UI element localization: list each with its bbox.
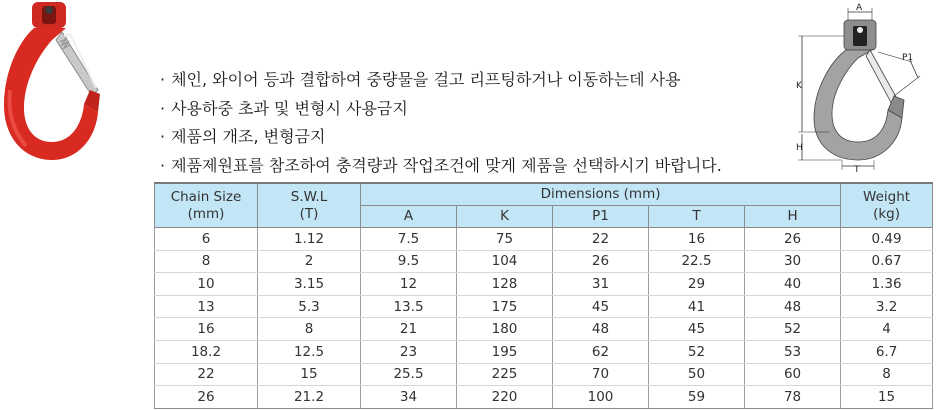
table-cell: 128 <box>457 273 553 296</box>
dim-label-h: H <box>796 143 803 153</box>
spec-table <box>154 182 933 409</box>
table-cell: 1.36 <box>841 273 933 296</box>
table-cell: 40 <box>745 273 841 296</box>
table-cell: 18.2 <box>155 340 258 363</box>
table-cell: 12.5 <box>258 340 361 363</box>
table-cell: 7.5 <box>361 228 457 251</box>
table-cell: 2 <box>258 250 361 273</box>
dim-label-k: K <box>796 81 802 91</box>
table-cell: 75 <box>457 228 553 251</box>
table-cell: 29 <box>649 273 745 296</box>
table-cell: 48 <box>745 295 841 318</box>
header-chain-size: Chain Size (mm) <box>155 183 258 228</box>
table-cell: 52 <box>745 318 841 341</box>
table-cell: 70 <box>553 363 649 386</box>
table-cell: 41 <box>649 295 745 318</box>
table-cell: 15 <box>258 363 361 386</box>
table-cell: 22 <box>155 363 258 386</box>
header-weight: Weight (kg) <box>841 183 933 228</box>
table-cell: 23 <box>361 340 457 363</box>
table-cell: 25.5 <box>361 363 457 386</box>
table-cell: 26 <box>745 228 841 251</box>
header-swl: S.W.L (T) <box>258 183 361 228</box>
table-cell: 8 <box>155 250 258 273</box>
table-cell: 220 <box>457 386 553 409</box>
table-cell: 3.2 <box>841 295 933 318</box>
table-cell: 104 <box>457 250 553 273</box>
note-item: · 제품제원표를 참조하여 충격량과 작업조건에 맞게 제품을 선택하시기 바랍니다. <box>160 152 722 181</box>
dim-label-t: T <box>854 165 860 175</box>
table-cell: 13 <box>155 295 258 318</box>
table-cell: 34 <box>361 386 457 409</box>
table-cell: 8 <box>258 318 361 341</box>
header-dim-h: H <box>745 206 841 228</box>
table-cell: 21 <box>361 318 457 341</box>
note-item: · 제품의 개조, 변형금지 <box>160 123 722 152</box>
header-dim-a: A <box>361 206 457 228</box>
table-cell: 9.5 <box>361 250 457 273</box>
dim-label-p1: P1 <box>902 53 914 63</box>
table-row <box>155 250 933 273</box>
table-cell: 12 <box>361 273 457 296</box>
table-cell: 180 <box>457 318 553 341</box>
table-cell: 22 <box>553 228 649 251</box>
note-item: · 사용하중 초과 및 변형시 사용금지 <box>160 95 722 124</box>
hook-dimension-diagram <box>790 0 940 175</box>
table-cell: 30 <box>745 250 841 273</box>
table-cell: 78 <box>745 386 841 409</box>
table-cell: 45 <box>649 318 745 341</box>
table-row <box>155 273 933 296</box>
dim-label-a: A <box>856 3 863 13</box>
table-cell: 16 <box>155 318 258 341</box>
table-row <box>155 318 933 341</box>
table-cell: 0.67 <box>841 250 933 273</box>
table-cell: 50 <box>649 363 745 386</box>
header-dim-k: K <box>457 206 553 228</box>
hook-product-image <box>0 0 112 175</box>
table-cell: 3.15 <box>258 273 361 296</box>
table-cell: 10 <box>155 273 258 296</box>
table-cell: 13.5 <box>361 295 457 318</box>
table-cell: 16 <box>649 228 745 251</box>
table-cell: 62 <box>553 340 649 363</box>
table-row <box>155 228 933 251</box>
header-dim-p1: P1 <box>553 206 649 228</box>
header-dimensions: Dimensions (mm) <box>361 183 841 206</box>
table-cell: 0.49 <box>841 228 933 251</box>
table-row <box>155 340 933 363</box>
table-cell: 4 <box>841 318 933 341</box>
table-cell: 5.3 <box>258 295 361 318</box>
table-cell: 195 <box>457 340 553 363</box>
table-row <box>155 295 933 318</box>
table-cell: 6 <box>155 228 258 251</box>
table-cell: 48 <box>553 318 649 341</box>
table-cell: 8 <box>841 363 933 386</box>
table-cell: 52 <box>649 340 745 363</box>
table-cell: 31 <box>553 273 649 296</box>
table-cell: 21.2 <box>258 386 361 409</box>
header-dim-t: T <box>649 206 745 228</box>
table-row <box>155 386 933 409</box>
table-cell: 1.12 <box>258 228 361 251</box>
table-cell: 100 <box>553 386 649 409</box>
table-cell: 22.5 <box>649 250 745 273</box>
table-cell: 15 <box>841 386 933 409</box>
table-cell: 53 <box>745 340 841 363</box>
table-cell: 26 <box>155 386 258 409</box>
usage-notes <box>160 66 722 180</box>
table-cell: 60 <box>745 363 841 386</box>
table-row <box>155 363 933 386</box>
table-cell: 175 <box>457 295 553 318</box>
table-cell: 45 <box>553 295 649 318</box>
table-cell: 59 <box>649 386 745 409</box>
table-cell: 225 <box>457 363 553 386</box>
note-item: · 체인, 와이어 등과 결합하여 중량물을 걸고 리프팅하거나 이동하는데 사용 <box>160 66 722 95</box>
table-cell: 26 <box>553 250 649 273</box>
table-cell: 6.7 <box>841 340 933 363</box>
